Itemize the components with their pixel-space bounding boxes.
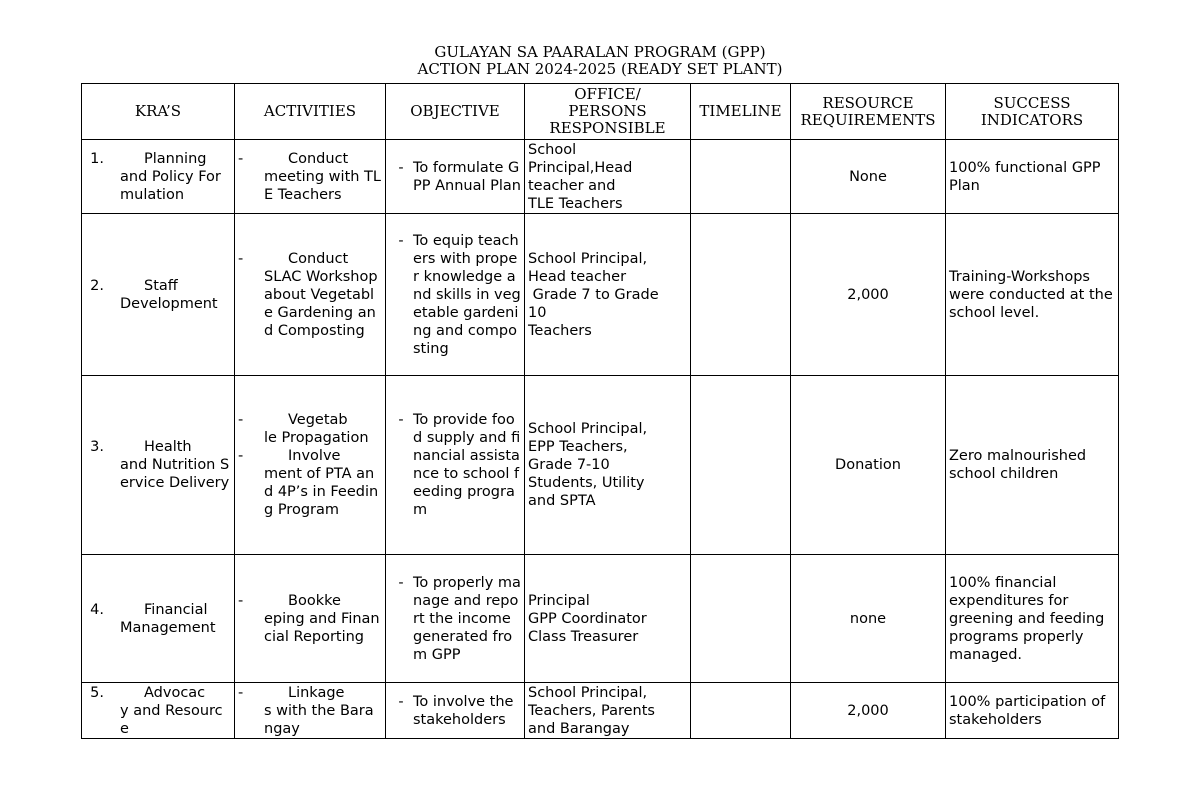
activities-cell bbox=[235, 376, 386, 555]
success-cell: Training-Workshops were conducted at the school level. bbox=[946, 214, 1119, 376]
header-office-line: PERSONS bbox=[568, 102, 647, 120]
kra-text-first: Planning bbox=[144, 150, 207, 167]
resource-cell: Donation bbox=[791, 376, 946, 555]
kra-text: Management bbox=[120, 619, 216, 636]
header-resource bbox=[791, 84, 946, 140]
activity-text: ment of PTA and 4P’s in Feeding Program bbox=[264, 466, 379, 518]
success-cell: Zero malnourished school children bbox=[946, 376, 1119, 555]
office-cell bbox=[525, 376, 691, 555]
kra-number: 5. bbox=[90, 684, 104, 701]
office-line: GPP Coordinator bbox=[528, 610, 647, 627]
objective-cell bbox=[386, 555, 525, 683]
kra-number: 3. bbox=[90, 439, 104, 455]
objective-text: To provide food supply and financial assistance to school feeding program bbox=[413, 412, 521, 518]
resource-cell: 2,000 bbox=[791, 214, 946, 376]
office-line: School bbox=[528, 141, 577, 158]
header-resource-line: RESOURCE bbox=[822, 93, 914, 112]
activity-text-first: Bookke bbox=[288, 592, 341, 609]
table-row bbox=[82, 376, 1119, 555]
activities-cell bbox=[235, 140, 386, 214]
kra-number: 1. bbox=[90, 150, 104, 167]
activity-text: s with the Barangay bbox=[264, 702, 374, 737]
activity-text: le Propagation bbox=[264, 430, 369, 446]
header-success-line: SUCCESS bbox=[993, 93, 1071, 112]
document-title bbox=[0, 44, 1200, 78]
timeline-cell bbox=[691, 140, 791, 214]
activity-text: meeting with TLE Teachers bbox=[264, 168, 381, 203]
bullet-dash: - bbox=[238, 412, 244, 428]
activities-cell bbox=[235, 555, 386, 683]
kra-text: Development bbox=[120, 295, 218, 312]
timeline-cell bbox=[691, 555, 791, 683]
activity-text: SLAC Workshop about Vegetable Gardening and Composting bbox=[264, 268, 378, 339]
office-line: and Barangay bbox=[528, 720, 630, 737]
resource-cell: none bbox=[791, 555, 946, 683]
bullet-dash: - bbox=[398, 574, 404, 591]
office-line: School Principal, bbox=[528, 421, 648, 437]
header-office-line: OFFICE/ bbox=[574, 85, 641, 103]
header-resource-line: REQUIREMENTS bbox=[800, 110, 936, 129]
objective-cell bbox=[386, 214, 525, 376]
activities-cell bbox=[235, 214, 386, 376]
objective-text: To involve the stakeholders bbox=[413, 693, 514, 728]
office-line: 10 bbox=[528, 304, 547, 321]
resource-cell: 2,000 bbox=[791, 683, 946, 739]
kra-text-first: Health bbox=[144, 439, 192, 455]
success-cell: 100% functional GPP Plan bbox=[946, 140, 1119, 214]
kra-text: y and Resource bbox=[120, 702, 223, 737]
success-cell: 100% financial expenditures for greening and feeding programs properly managed. bbox=[946, 555, 1119, 683]
kra-text-first: Advocac bbox=[144, 684, 206, 701]
kra-cell bbox=[82, 555, 235, 683]
office-line: Grade 7-10 bbox=[528, 457, 610, 473]
bullet-dash: - bbox=[238, 448, 244, 464]
header-objective: OBJECTIVE bbox=[386, 84, 525, 140]
bullet-dash: - bbox=[398, 693, 404, 710]
office-line: TLE Teachers bbox=[528, 195, 623, 212]
bullet-dash: - bbox=[238, 684, 244, 701]
objective-text: To properly manage and report the income generated from GPP bbox=[413, 574, 521, 663]
kra-text: and Nutrition Service Delivery bbox=[120, 457, 230, 491]
header-kra: KRA’S bbox=[82, 84, 235, 140]
action-plan-table bbox=[81, 83, 1119, 739]
office-line: and SPTA bbox=[528, 493, 596, 509]
kra-cell bbox=[82, 214, 235, 376]
kra-cell bbox=[82, 683, 235, 739]
success-cell: 100% participation of stakeholders bbox=[946, 683, 1119, 739]
table-row bbox=[82, 555, 1119, 683]
bullet-dash: - bbox=[238, 250, 244, 267]
office-cell bbox=[525, 140, 691, 214]
table-row bbox=[82, 214, 1119, 376]
office-line: Teachers, Parents bbox=[528, 702, 655, 719]
activity-text-first: Linkage bbox=[288, 684, 345, 701]
header-row bbox=[82, 84, 1119, 140]
office-line: Head teacher bbox=[528, 268, 627, 285]
bullet-dash: - bbox=[398, 232, 404, 249]
activity-text-first: Involve bbox=[288, 448, 341, 464]
bullet-dash: - bbox=[398, 412, 404, 428]
office-line: Students, Utility bbox=[528, 475, 645, 491]
office-line: Grade 7 to Grade bbox=[528, 286, 659, 303]
timeline-cell bbox=[691, 376, 791, 555]
kra-text: and Policy Formulation bbox=[120, 168, 221, 203]
bullet-dash: - bbox=[238, 592, 244, 609]
office-line: EPP Teachers, bbox=[528, 439, 628, 455]
activities-cell bbox=[235, 683, 386, 739]
header-timeline: TIMELINE bbox=[691, 84, 791, 140]
office-cell bbox=[525, 555, 691, 683]
kra-number: 2. bbox=[90, 277, 104, 294]
office-line: School Principal, bbox=[528, 250, 648, 267]
bullet-dash: - bbox=[398, 159, 404, 176]
header-activities: ACTIVITIES bbox=[235, 84, 386, 140]
office-line: teacher and bbox=[528, 177, 616, 194]
table-row bbox=[82, 683, 1119, 739]
activity-text-first: Conduct bbox=[288, 150, 349, 167]
header-office bbox=[525, 84, 691, 140]
timeline-cell bbox=[691, 683, 791, 739]
office-cell bbox=[525, 214, 691, 376]
timeline-cell bbox=[691, 214, 791, 376]
table-row bbox=[82, 140, 1119, 214]
objective-text: To formulate GPP Annual Plan bbox=[413, 159, 521, 194]
objective-cell bbox=[386, 683, 525, 739]
activity-text-first: Vegetab bbox=[288, 412, 348, 428]
bullet-dash: - bbox=[238, 150, 244, 167]
activity-text-first: Conduct bbox=[288, 250, 349, 267]
kra-number: 4. bbox=[90, 601, 104, 618]
kra-text-first: Staff bbox=[144, 277, 178, 294]
title-line-2: ACTION PLAN 2024-2025 (READY SET PLANT) bbox=[417, 60, 783, 78]
office-line: Principal,Head bbox=[528, 159, 633, 176]
office-line: Principal bbox=[528, 592, 590, 609]
header-office-line: RESPONSIBLE bbox=[549, 119, 666, 137]
resource-cell: None bbox=[791, 140, 946, 214]
activity-text: eping and Financial Reporting bbox=[264, 610, 380, 645]
office-line: School Principal, bbox=[528, 684, 648, 701]
office-line: Teachers bbox=[528, 322, 592, 339]
office-cell bbox=[525, 683, 691, 739]
title-line-1: GULAYAN SA PAARALAN PROGRAM (GPP) bbox=[434, 43, 766, 61]
objective-text: To equip teachers with proper knowledge and skills in vegetable gardening and composting bbox=[413, 232, 521, 357]
office-line: Class Treasurer bbox=[528, 628, 639, 645]
kra-cell bbox=[82, 376, 235, 555]
header-success bbox=[946, 84, 1119, 140]
kra-text-first: Financial bbox=[144, 601, 208, 618]
objective-cell bbox=[386, 376, 525, 555]
header-success-line: INDICATORS bbox=[980, 110, 1084, 129]
kra-cell bbox=[82, 140, 235, 214]
objective-cell bbox=[386, 140, 525, 214]
